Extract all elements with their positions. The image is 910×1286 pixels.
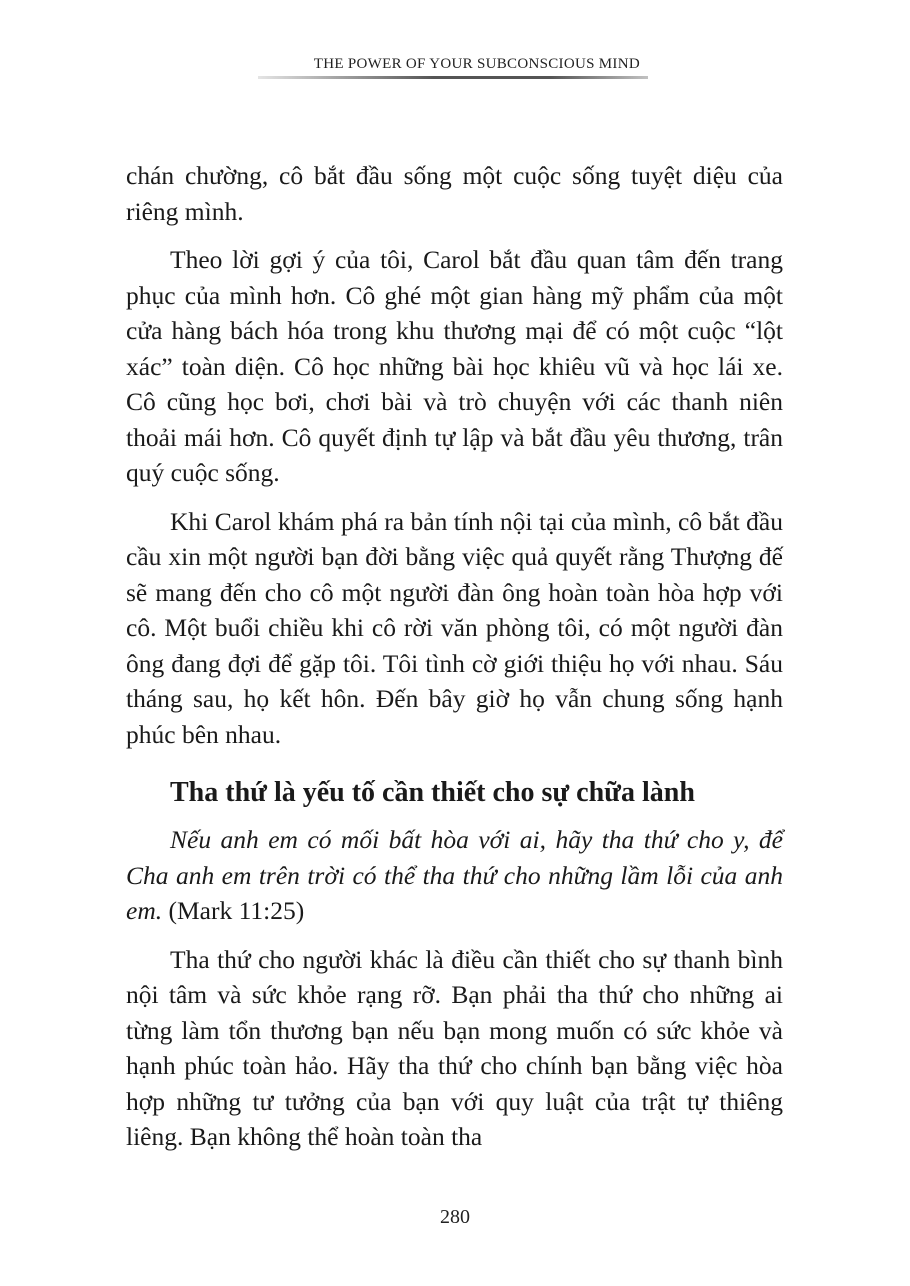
header-rule xyxy=(258,76,648,79)
running-header: THE POWER OF YOUR SUBCONSCIOUS MIND xyxy=(313,56,640,72)
section-heading: Tha thứ là yếu tố cần thiết cho sự chữa lành xyxy=(170,777,695,808)
paragraph: Khi Carol khám phá ra bản tính nội tại của mình, cô bắt đầu cầu xin một người bạn đời bằng việc quả quyết rằng Thượng đế sẽ mang đến cho cô một người đàn ông hoàn toàn hòa hợp với cô. Một buổi chiều khi cô rời văn phòng tôi, có một người đàn ông đang đợi để gặp tôi. Tôi tình cờ giới thiệu họ với nhau. Sáu tháng sau, họ kết hôn. Đến bây giờ họ vẫn chung sống hạnh phúc bên nhau. xyxy=(126,506,783,749)
paragraph: chán chường, cô bắt đầu sống một cuộc sống tuyệt diệu của riêng mình. xyxy=(126,161,783,226)
page-body xyxy=(126,158,783,1168)
paragraph: Theo lời gợi ý của tôi, Carol bắt đầu quan tâm đến trang phục của mình hơn. Cô ghé một gian hàng mỹ phẩm của một cửa hàng bách hóa trong khu thương mại để có một cuộc “lột xác” toàn diện. Cô học những bài học khiêu vũ và học lái xe. Cô cũng học bơi, chơi bài và trò chuyện với các thanh niên thoải mái hơn. Cô quyết định tự lập và bắt đầu yêu thương, trân quý cuộc sống. xyxy=(126,245,783,487)
page-number: 280 xyxy=(440,1206,470,1228)
paragraph: Tha thứ cho người khác là điều cần thiết cho sự thanh bình nội tâm và sức khỏe rạng rỡ. Bạn phải tha thứ cho những ai từng làm tổn thương bạn nếu bạn mong muốn có sức khỏe và hạnh phúc toàn hảo. Hãy tha thứ cho chính bạn bằng việc hòa hợp những tư tưởng của bạn với quy luật của trật tự thiêng liêng. Bạn không thể hoàn toàn tha xyxy=(126,944,783,1151)
quote-citation: (Mark 11:25) xyxy=(168,896,305,925)
scripture-quote xyxy=(126,822,783,929)
quote-text: Nếu anh em có mối bất hòa với ai, hãy tha thứ cho y, để Cha anh em trên trời có thể tha thứ cho những lầm lỗi của anh em. xyxy=(126,825,783,925)
